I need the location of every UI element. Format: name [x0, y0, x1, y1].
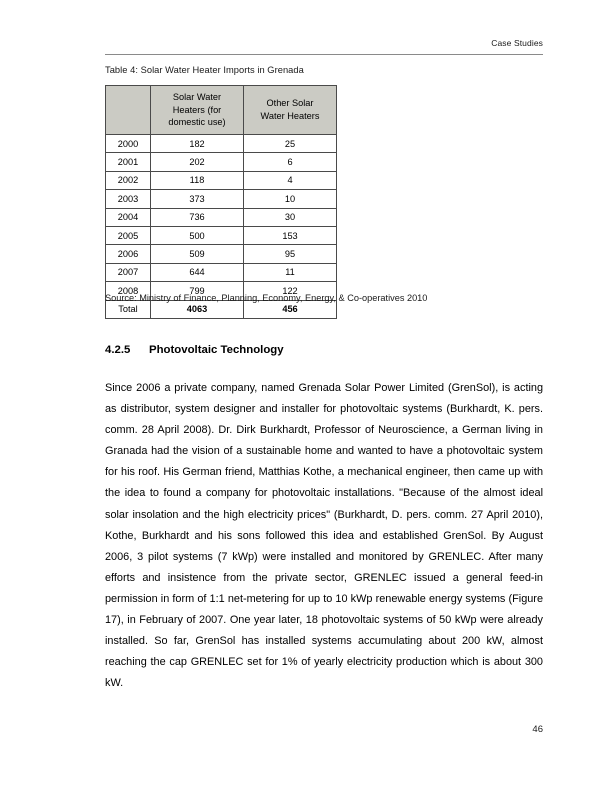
table-row — [106, 245, 337, 263]
cell-year: 2006 — [106, 245, 151, 263]
cell-other: 10 — [244, 190, 337, 208]
cell-other: 11 — [244, 263, 337, 281]
cell-year: 2001 — [106, 153, 151, 171]
header-line-3: domestic use) — [168, 117, 226, 128]
header-line-2: Water Heaters — [260, 111, 320, 121]
cell-year: 2002 — [106, 171, 151, 189]
table-row — [106, 171, 337, 189]
cell-year: 2007 — [106, 263, 151, 281]
section-heading — [105, 344, 284, 356]
table-row — [106, 153, 337, 171]
cell-year: 2000 — [106, 135, 151, 153]
cell-other: 122 — [244, 282, 337, 300]
column-header-year — [106, 86, 151, 135]
solar-water-heater-imports-table — [105, 85, 337, 319]
table-row — [106, 190, 337, 208]
running-header-title: Case Studies — [491, 38, 543, 48]
cell-year: 2008 — [106, 282, 151, 300]
section-title: Photovoltaic Technology — [149, 344, 284, 356]
cell-other: 25 — [244, 135, 337, 153]
body-paragraph: Since 2006 a private company, named Grenada Solar Power Limited (GrenSol), is acting as distributor, system designer and installer for photovoltaic systems (Burkhardt, K. pers. comm. 28 April 2008). Dr. Dirk Burkhardt, Professor of Neuroscience, a German living in Granada had the vision of a sustainable home and wanted to have a photovoltaic system for his roof. His German friend, Matthias Kothe, a mechanical engineer, then came up with the idea to found a company for photovoltaic installations. "Because of the almost ideal solar insolation and the high electricity prices" (Burkhardt, D. pers. comm. 27 April 2010), Kothe, Burkhardt and his sons followed this idea and established GrenSol. By August 2006, 3 pilot systems (7 kWp) were installed and monitored by GRENLEC. After many efforts and insistence from the private sector, GRENLEC issued a general feed-in permission in form of 1:1 net-metering for up to 10 kWp renewable energy systems (Figure 17), in February of 2007. One year later, 18 photovoltaic systems of 50 kWp were already installed. So far, GrenSol has installed systems accumulating about 200 kW, almost reaching the cap GRENLEC set for 1% of yearly electricity production which is about 300 kW. — [105, 382, 543, 690]
table-header — [106, 86, 337, 135]
cell-domestic: 373 — [151, 190, 244, 208]
cell-year: 2005 — [106, 226, 151, 244]
cell-domestic: 118 — [151, 171, 244, 189]
column-header-other — [244, 86, 337, 135]
section-number: 4.2.5 — [105, 344, 131, 356]
column-header-domestic — [151, 86, 244, 135]
cell-domestic: 736 — [151, 208, 244, 226]
header-line-2: Heaters (for — [172, 104, 222, 115]
cell-other: 4 — [244, 171, 337, 189]
table-row — [106, 135, 337, 153]
header-line-1: Other Solar — [266, 98, 314, 109]
cell-total-other: 456 — [244, 300, 337, 318]
table-row — [106, 208, 337, 226]
table-row — [106, 263, 337, 281]
cell-other: 6 — [244, 153, 337, 171]
cell-other: 30 — [244, 208, 337, 226]
cell-other: 153 — [244, 226, 337, 244]
table-caption: Table 4: Solar Water Heater Imports in Grenada — [105, 65, 304, 75]
header-line-1: Solar Water — [172, 91, 222, 102]
cell-other: 95 — [244, 245, 337, 263]
cell-domestic: 182 — [151, 135, 244, 153]
table-source-note: Source: Ministry of Finance, Planning, Economy, Energy, & Co-operatives 2010 — [105, 293, 428, 303]
cell-total-label: Total — [106, 300, 151, 318]
cell-year: 2004 — [106, 208, 151, 226]
cell-domestic: 509 — [151, 245, 244, 263]
table-body — [106, 135, 337, 319]
header-rule-divider — [105, 54, 543, 55]
cell-year: 2003 — [106, 190, 151, 208]
cell-domestic: 500 — [151, 226, 244, 244]
table-header-row — [106, 86, 337, 135]
page-number: 46 — [532, 724, 543, 735]
cell-total-domestic: 4063 — [151, 300, 244, 318]
table-row — [106, 226, 337, 244]
cell-domestic: 799 — [151, 282, 244, 300]
cell-domestic: 202 — [151, 153, 244, 171]
cell-domestic: 644 — [151, 263, 244, 281]
